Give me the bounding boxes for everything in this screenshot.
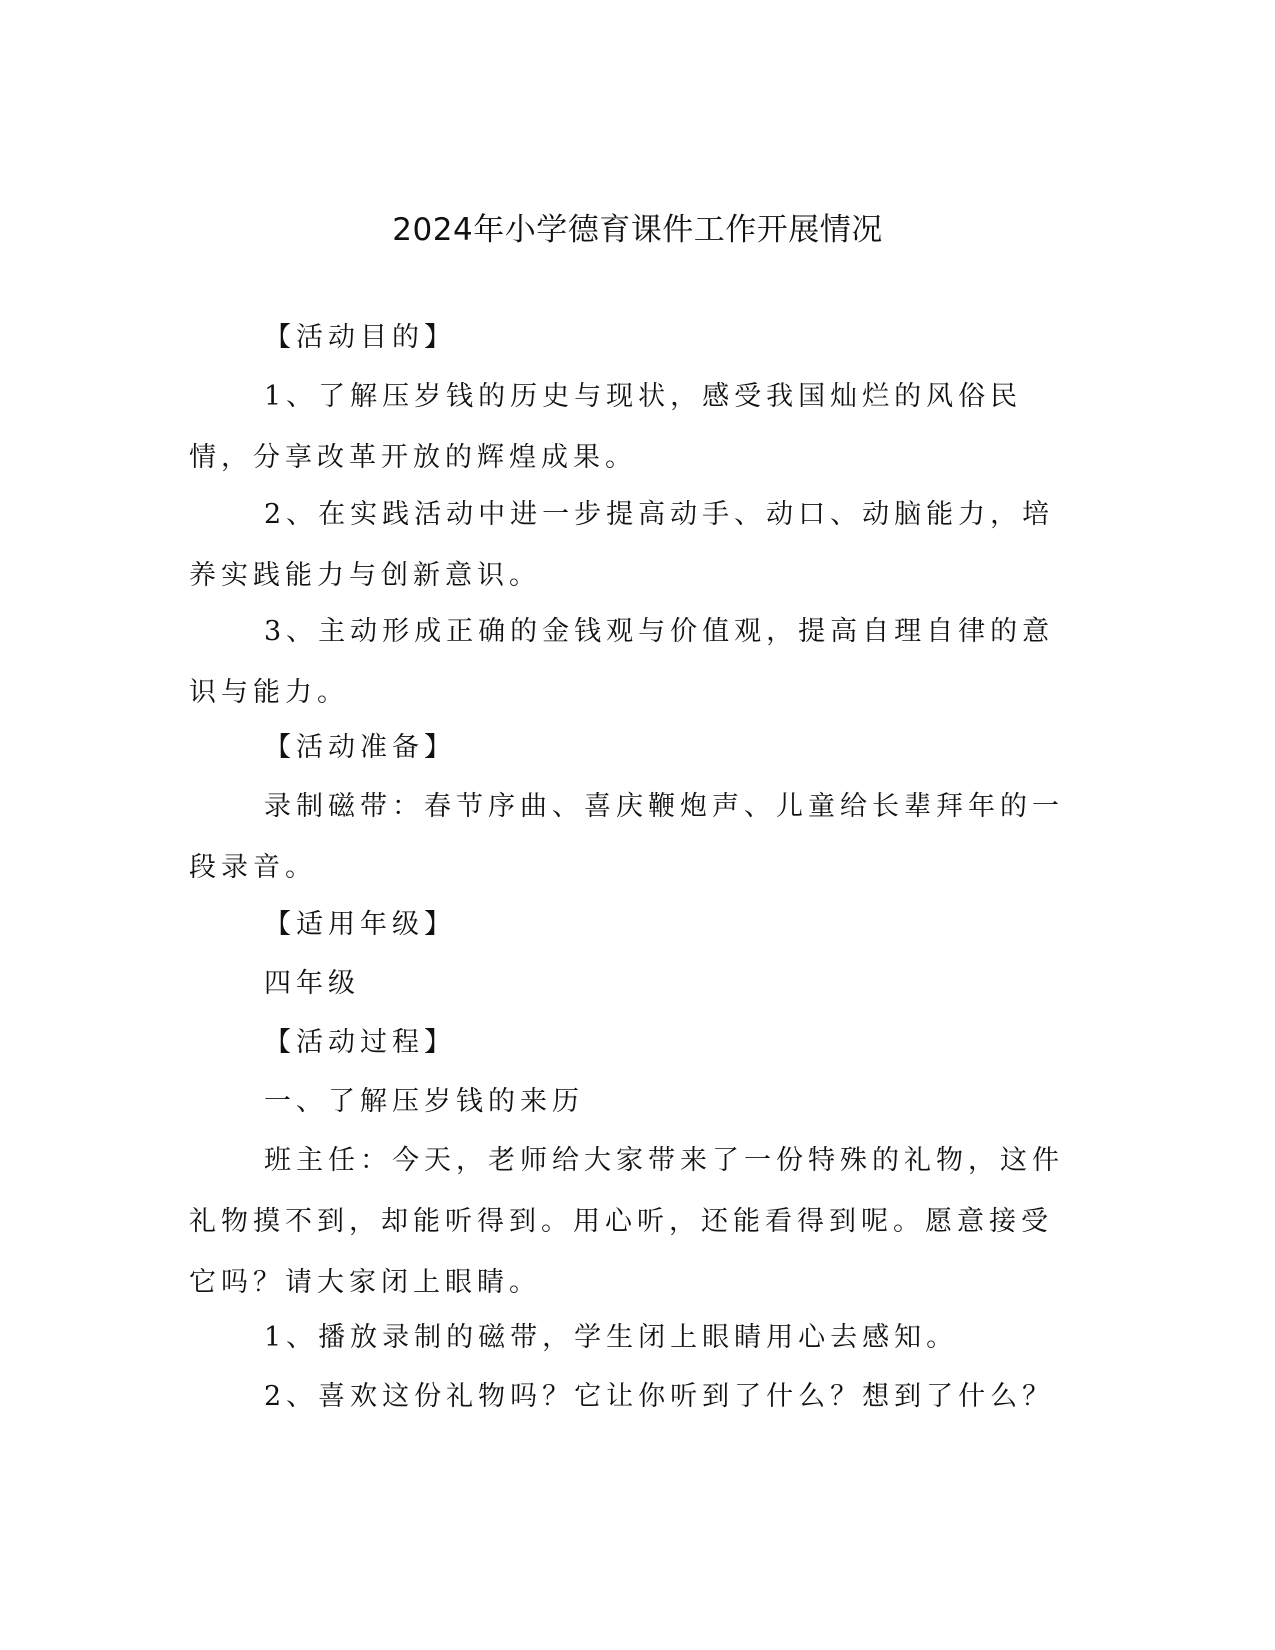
section-heading-activity-preparation: 【活动准备】: [264, 732, 456, 763]
paragraph-step-2: 2、喜欢这份礼物吗？它让你听到了什么？想到了什么？: [264, 1381, 1055, 1412]
document-title: 2024年小学德育课件工作开展情况: [392, 212, 883, 248]
paragraph-purpose-1: 1、了解压岁钱的历史与现状，感受我国灿烂的风俗民情，分享改革开放的辉煌成果。: [189, 381, 1023, 473]
paragraph-preparation: 录制磁带：春节序曲、喜庆鞭炮声、儿童给长辈拜年的一段录音。: [189, 791, 1064, 883]
paragraph-grade: 四年级: [264, 968, 360, 999]
paragraph-teacher-intro: 班主任：今天，老师给大家带来了一份特殊的礼物，这件礼物摸不到，却能听得到。用心听，还能看得到呢。愿意接受它吗？请大家闭上眼睛。: [189, 1145, 1064, 1298]
subheading-origin-of-lucky-money: 一、了解压岁钱的来历: [264, 1086, 584, 1117]
section-heading-grade: 【适用年级】: [264, 909, 456, 940]
paragraph-purpose-3: 3、主动形成正确的金钱观与价值观，提高自理自律的意识与能力。: [189, 616, 1055, 708]
paragraph-purpose-2: 2、在实践活动中进一步提高动手、动口、动脑能力，培养实践能力与创新意识。: [189, 499, 1055, 591]
section-heading-activity-purpose: 【活动目的】: [264, 322, 456, 353]
paragraph-step-1: 1、播放录制的磁带，学生闭上眼睛用心去感知。: [264, 1322, 959, 1353]
section-heading-activity-process: 【活动过程】: [264, 1027, 456, 1058]
